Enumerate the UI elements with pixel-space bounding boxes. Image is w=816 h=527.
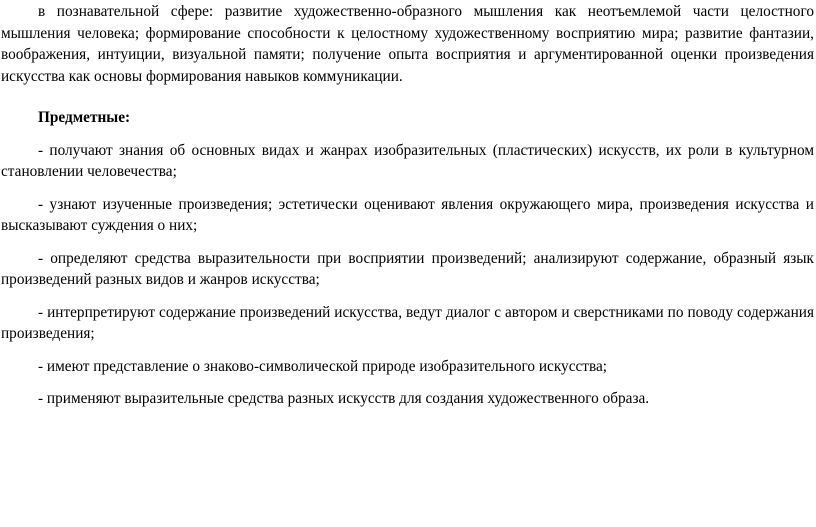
list-item: - применяют выразительные средства разных искусств для создания художественного образа. (38, 390, 650, 407)
list-item: - имеют представление о знаково-символической природе изобразительного искусства; (38, 357, 608, 375)
list-item: - узнают изученные произведения; эстетически оценивают явления окружающего мира, произведения искусства и высказывают суждения о них; (1, 195, 814, 234)
section-heading: Предметные: (38, 109, 131, 126)
list-item: - интерпретируют содержание произведений искусства, ведут диалог с автором и сверстниками по поводу содержания произведения; (1, 303, 814, 342)
list-item: - получают знания об основных видах и жанрах изобразительных (пластических) искусств, их роли в культурном становлении человечества; (1, 141, 814, 180)
list-item: - определяют средства выразительности при восприятии произведений; анализируют содержание, образный язык произведений разных видов и жанров искусства; (1, 249, 814, 288)
intro-paragraph: в познавательной сфере: развитие художественно-образного мышления как неотъемлемой части целостного мышления человека; формирование способности к целостному художественному восприятию мира; развитие фантазии, воображения, интуиции, визуальной памяти; получение опыта восприятия и аргументированной оценки произведения искусства как основы формирования навыков коммуникации. (1, 3, 814, 85)
